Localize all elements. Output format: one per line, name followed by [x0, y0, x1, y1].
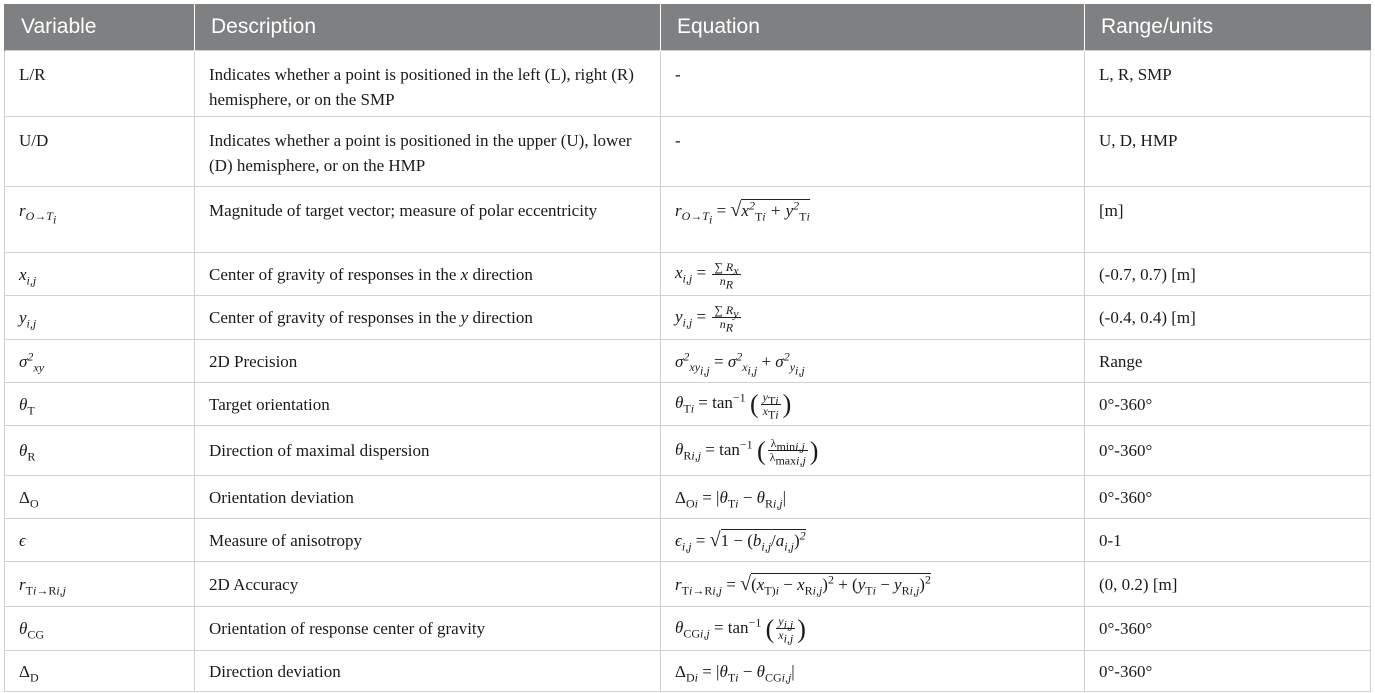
variable-formula: $\theta_T$: [19, 394, 35, 417]
variable-formula: $\Delta_D$: [19, 661, 39, 684]
cell-equation: [661, 519, 1085, 562]
cell-description: Orientation of response center of gravity: [195, 607, 661, 651]
cell-equation: -: [661, 51, 1085, 117]
cell-range: 0°-360°: [1085, 607, 1371, 651]
cell-description: Center of gravity of responses in the y direction: [195, 296, 661, 340]
cell-description: 2D Precision: [195, 340, 661, 383]
cell-variable: [5, 562, 195, 607]
cell-variable: L/R: [5, 51, 195, 117]
cell-equation: [661, 187, 1085, 253]
variable-formula: $y_{i,j}$: [19, 308, 37, 331]
cell-variable: [5, 426, 195, 476]
cell-range: (-0.4, 0.4) [m]: [1085, 296, 1371, 340]
equation-formula: $\Delta_{Oi} = |\theta_{Ti} - \theta_{Ri,j}|$: [675, 487, 787, 510]
table-row: [5, 117, 1371, 187]
variable-formula: ϵ: [19, 530, 26, 550]
table-row: [5, 383, 1371, 426]
cell-description: Magnitude of target vector; measure of polar eccentricity: [195, 187, 661, 253]
cell-range: 0°-360°: [1085, 651, 1371, 692]
table-row: [5, 562, 1371, 607]
variable-formula: $\theta_R$: [19, 441, 36, 464]
cell-equation: [661, 340, 1085, 383]
table-row: [5, 253, 1371, 296]
cell-description: Indicates whether a point is positioned in the upper (U), lower (D) hemisphere, or on the HMP: [195, 117, 661, 187]
cell-equation: [661, 651, 1085, 692]
equation-formula: $r_{O\to T_i} = √x^2_{Ti} + y^2_{Ti}$: [675, 198, 810, 227]
cell-variable: [5, 296, 195, 340]
cell-range: L, R, SMP: [1085, 51, 1371, 117]
equation-formula: $\Delta_{Di} = |\theta_{Ti} - \theta_{CGi,j}|$: [675, 661, 795, 684]
table-row: [5, 340, 1371, 383]
cell-description: Measure of anisotropy: [195, 519, 661, 562]
cell-description: Direction deviation: [195, 651, 661, 692]
variable-formula: $r_{O\to T_i}$: [19, 201, 57, 227]
equation-formula: $\sigma^2_{xy_{i,j}} = \sigma^2_{x_{i,j}} + \sigma^2_{y_{i,j}}$: [675, 348, 805, 378]
cell-description: 2D Accuracy: [195, 562, 661, 607]
table-row: [5, 651, 1371, 692]
cell-variable: [5, 476, 195, 519]
cell-equation: [661, 607, 1085, 651]
cell-equation: [661, 476, 1085, 519]
variable-formula: $\theta_{CG}$: [19, 619, 45, 642]
variable-formula: $\Delta_O$: [19, 487, 39, 510]
equation-formula: $x_{i,j}$ = $\frac{\sum R_x}{n_R}$: [675, 259, 739, 292]
header-range: Range/units: [1085, 4, 1371, 51]
variable-formula: $x_{i,j}$: [19, 264, 37, 287]
table-row: [5, 476, 1371, 519]
cell-variable: [5, 383, 195, 426]
cell-description: Center of gravity of responses in the x direction: [195, 253, 661, 296]
variable-formula: $r_{Ti\to Ri,j}$: [19, 574, 66, 597]
table-header-row: [5, 4, 1371, 51]
cell-range: 0°-360°: [1085, 383, 1371, 426]
cell-range: U, D, HMP: [1085, 117, 1371, 187]
cell-range: (0, 0.2) [m]: [1085, 562, 1371, 607]
cell-equation: [661, 253, 1085, 296]
cell-variable: [5, 651, 195, 692]
cell-range: [m]: [1085, 187, 1371, 253]
header-description: Description: [195, 4, 661, 51]
table-row: [5, 607, 1371, 651]
equation-formula: $\theta_{Ri,j} = \tan^{-1}$ ( $\frac{\lambda_{mini,j}}{\lambda_{maxi,j}}$ ): [675, 436, 819, 468]
cell-range: 0-1: [1085, 519, 1371, 562]
cell-equation: [661, 383, 1085, 426]
cell-variable: [5, 607, 195, 651]
header-equation: Equation: [661, 4, 1085, 51]
cell-range: 0°-360°: [1085, 426, 1371, 476]
cell-variable: [5, 253, 195, 296]
cell-range: 0°-360°: [1085, 476, 1371, 519]
cell-variable: [5, 187, 195, 253]
cell-variable: [5, 519, 195, 562]
cell-range: Range: [1085, 340, 1371, 383]
equation-formula: $\theta_{CGi,j} = \tan^{-1}$ ( $\frac{y_{i,j}}{x_{i,j}}$ ): [675, 614, 806, 646]
table-row: [5, 187, 1371, 253]
table-row: [5, 519, 1371, 562]
table-row: [5, 296, 1371, 340]
table-row: [5, 426, 1371, 476]
cell-variable: U/D: [5, 117, 195, 187]
header-variable: Variable: [5, 4, 195, 51]
cell-equation: [661, 426, 1085, 476]
cell-range: (-0.7, 0.7) [m]: [1085, 253, 1371, 296]
equation-formula: $r_{Ti\to Ri,j} = √(x_{T)i} - x_{Ri,j})^2 + (y_{Ti} - y_{Ri,j})^2$: [675, 571, 931, 597]
table-row: [5, 51, 1371, 117]
cell-equation: [661, 562, 1085, 607]
cell-equation: [661, 296, 1085, 340]
cell-variable: [5, 340, 195, 383]
variables-table: [4, 4, 1371, 692]
cell-description: Indicates whether a point is positioned in the left (L), right (R) hemisphere, or on the SMP: [195, 51, 661, 117]
equation-formula: $\theta_{Ti} = \tan^{-1}$ ( $\frac{y_{Ti}}{x_{Ti}}$ ): [675, 389, 792, 422]
cell-description: Direction of maximal dispersion: [195, 426, 661, 476]
equation-formula: $y_{i,j}$ = $\frac{\sum R_y}{n_R}$: [675, 303, 739, 335]
cell-equation: -: [661, 117, 1085, 187]
cell-description: Orientation deviation: [195, 476, 661, 519]
equation-formula: $\epsilon_{i,j} = √1 - (b_{i,j}/a_{i,j})^2$: [675, 527, 806, 553]
variable-formula: $\sigma^2_{xy}$: [19, 348, 45, 374]
cell-description: Target orientation: [195, 383, 661, 426]
